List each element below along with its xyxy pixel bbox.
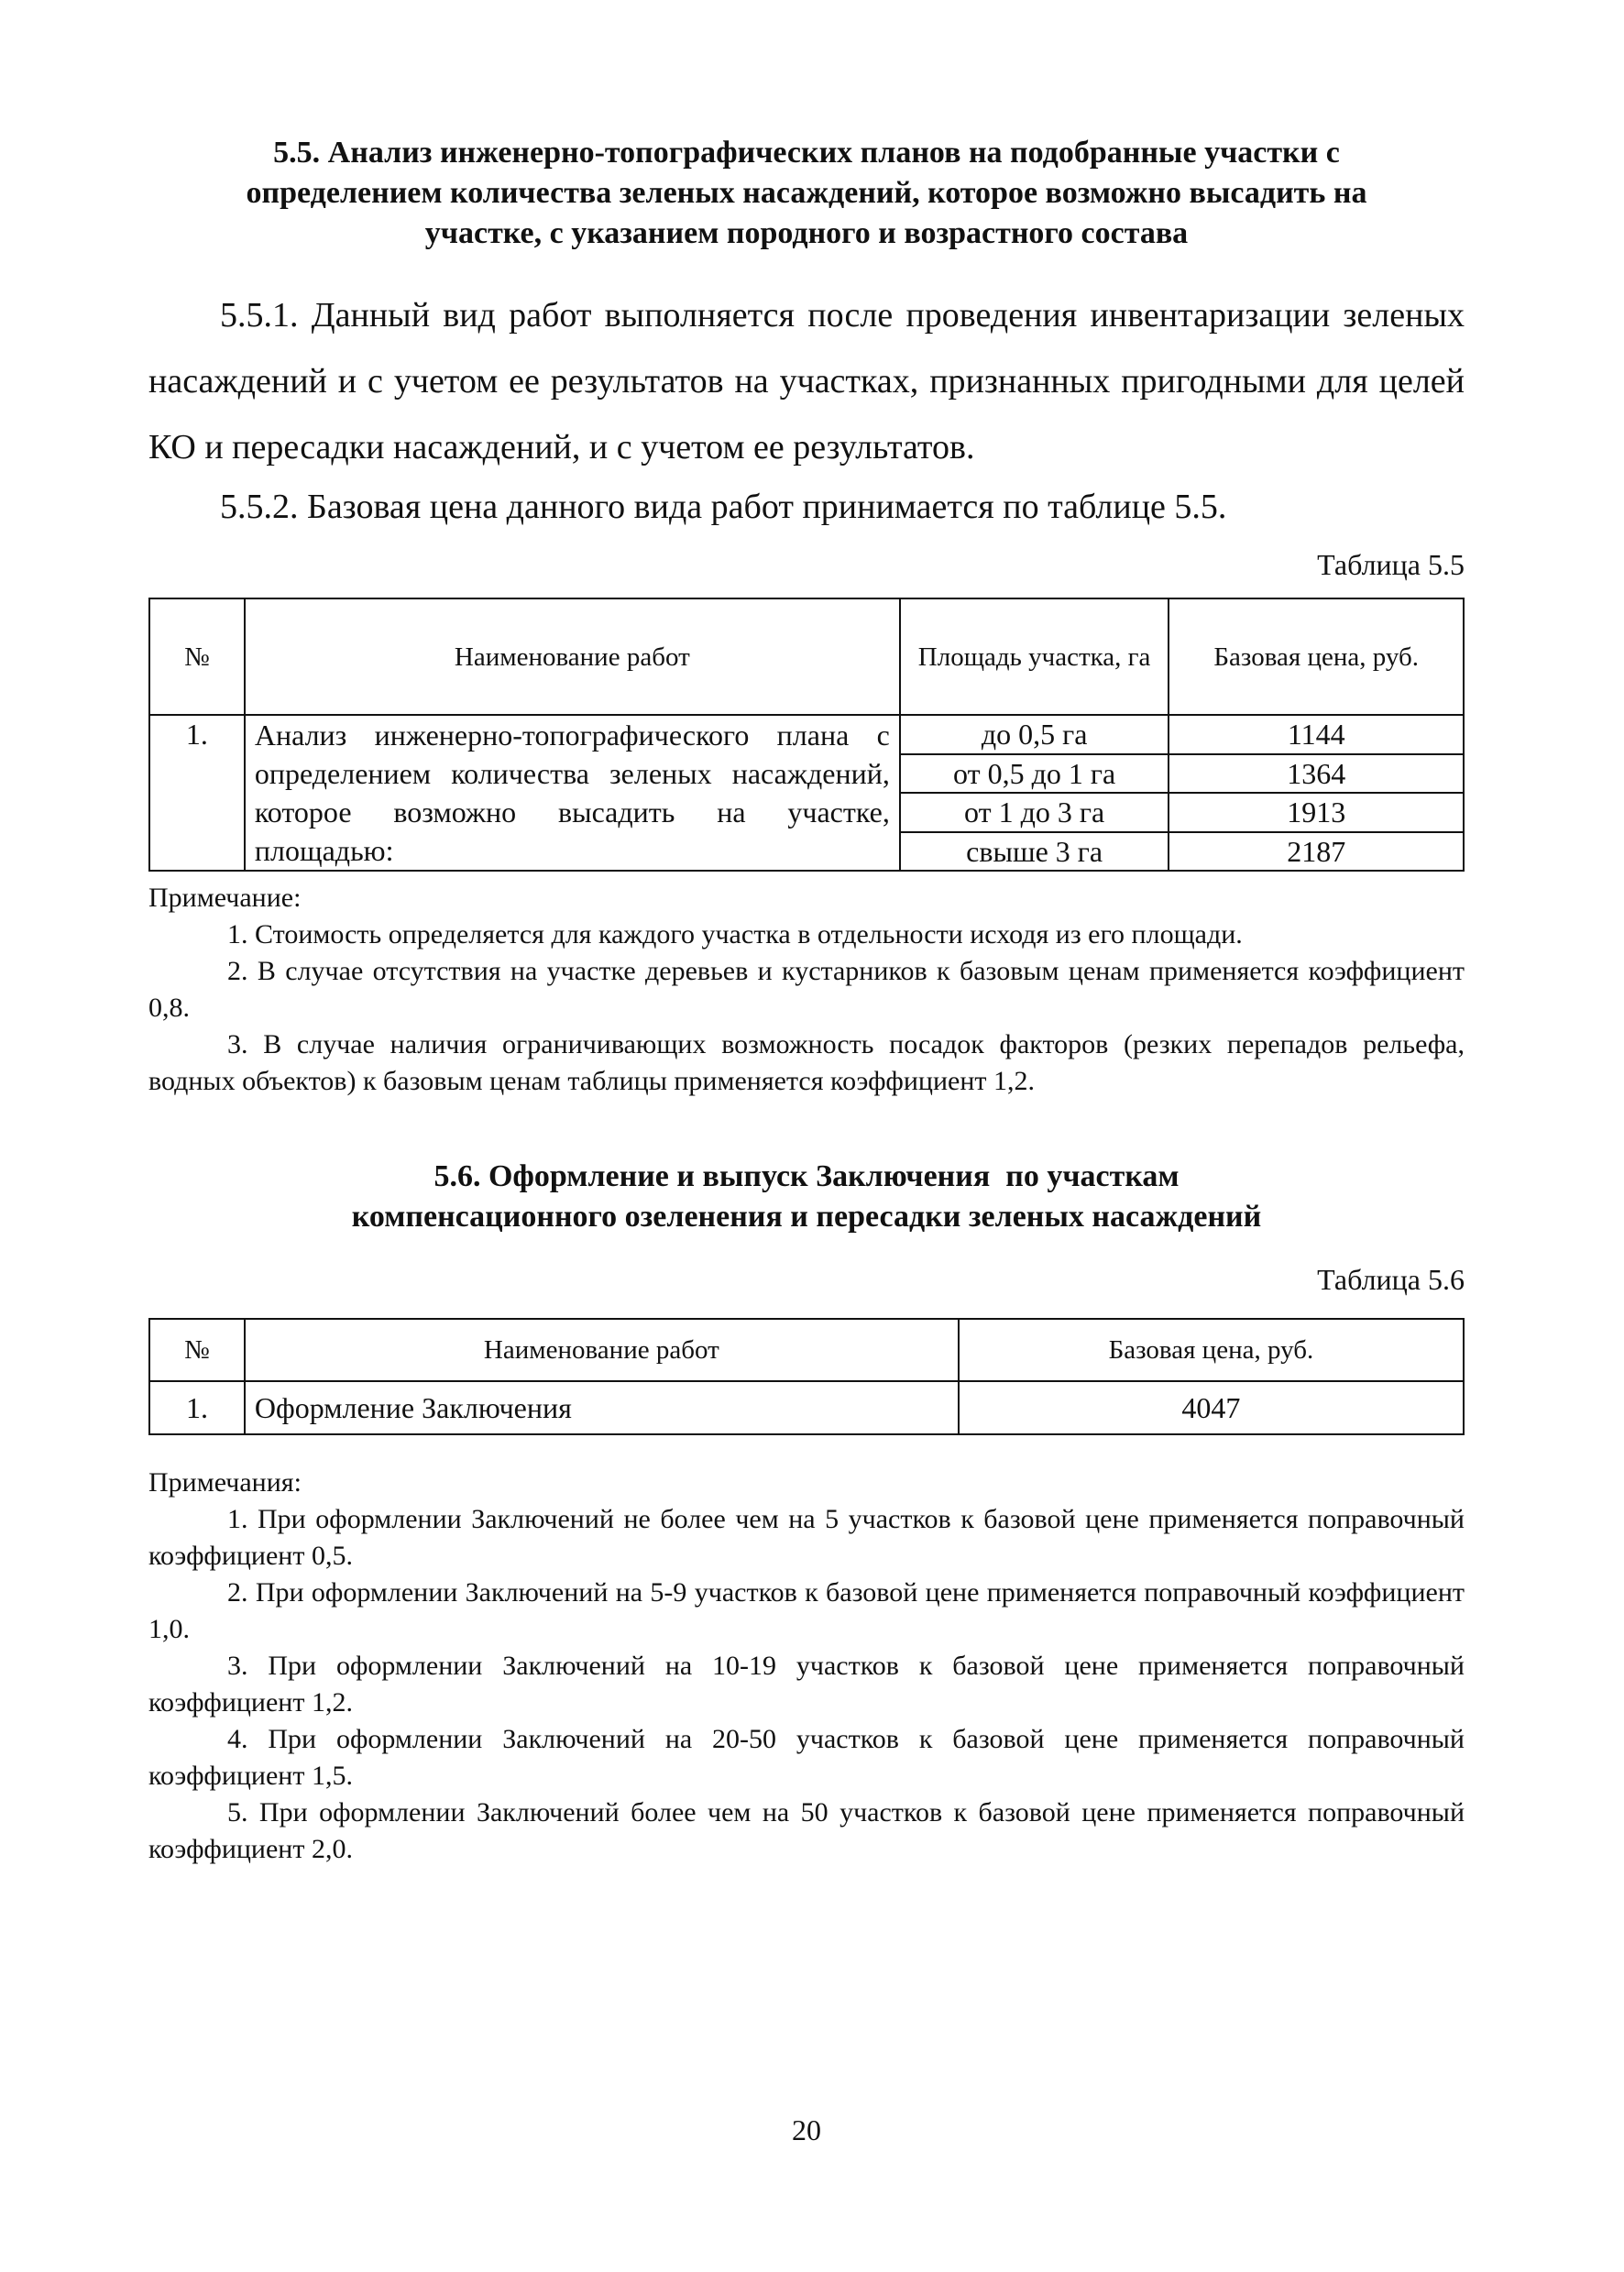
- section-5-6-title: [148, 1157, 1465, 1237]
- table-row: [149, 1381, 1464, 1434]
- title-line: компенсационного озеленения и пересадки зеленых насаждений: [351, 1200, 1262, 1234]
- area-cell: до 0,5 га: [900, 715, 1169, 754]
- table-5-5-notes: [148, 880, 1465, 1100]
- header-price: Базовая цена, руб.: [959, 1319, 1464, 1381]
- note-item: 2. При оформлении Заключений на 5-9 участков к базовой цене применяется поправочный коэффициент 1,0.: [148, 1577, 1465, 1644]
- price-cell: 1364: [1169, 754, 1464, 794]
- header-price: Базовая цена, руб.: [1169, 598, 1464, 715]
- row-number: 1.: [149, 1381, 245, 1434]
- paragraph-text: 5.5.2. Базовая цена данного вида работ принимается по таблице 5.5.: [220, 488, 1227, 526]
- table-header-row: [149, 598, 1464, 715]
- work-name-cell: Оформление Заключения: [245, 1381, 959, 1434]
- work-name-cell: Анализ инженерно-топографического плана с определением количества зеленых насаждений, которое возможно высадить на участке, площадью:: [245, 715, 900, 871]
- paragraph-5-5-1: [148, 282, 1465, 480]
- header-number: №: [149, 1319, 245, 1381]
- area-cell: свыше 3 га: [900, 832, 1169, 872]
- table-header-row: [149, 1319, 1464, 1381]
- note-item: 3. В случае наличия ограничивающих возможность посадок факторов (резких перепадов рельефа, водных объектов) к базовым ценам таблицы применяется коэффициент 1,2.: [148, 1029, 1465, 1096]
- table-5-6: [148, 1318, 1465, 1435]
- price-cell: 4047: [959, 1381, 1464, 1434]
- header-number: №: [149, 598, 245, 715]
- table-5-5-caption: Таблица 5.5: [1317, 548, 1465, 581]
- title-line: участке, с указанием породного и возрастного состава: [424, 216, 1189, 250]
- header-area: Площадь участка, га: [900, 598, 1169, 715]
- section-5-5-title: [148, 133, 1465, 254]
- header-work-name: Наименование работ: [245, 1319, 959, 1381]
- area-cell: от 0,5 до 1 га: [900, 754, 1169, 794]
- notes-heading: Примечание:: [148, 883, 302, 913]
- table-row: [149, 715, 1464, 754]
- paragraph-text: 5.5.1. Данный вид работ выполняется после проведения инвентаризации зеленых насаждений и с учетом ее результатов на участках, признанных пригодными для целей КО и пересадки насаждений, и с учетом ее результатов.: [148, 296, 1465, 466]
- table-5-5: [148, 598, 1465, 872]
- price-cell: 1913: [1169, 793, 1464, 832]
- page-number: 20: [792, 2113, 821, 2146]
- note-item: 5. При оформлении Заключений более чем на 50 участков к базовой цене применяется поправочный коэффициент 2,0.: [148, 1797, 1465, 1864]
- row-number: 1.: [149, 715, 245, 871]
- title-line: 5.5. Анализ инженерно-топографических планов на подобранные участки с: [273, 136, 1340, 170]
- note-item: 2. В случае отсутствия на участке деревьев и кустарников к базовым ценам применяется коэффициент 0,8.: [148, 956, 1465, 1023]
- table-5-6-caption: Таблица 5.6: [1317, 1263, 1465, 1296]
- note-item: 4. При оформлении Заключений на 20-50 участков к базовой цене применяется поправочный коэффициент 1,5.: [148, 1724, 1465, 1791]
- notes-heading: Примечания:: [148, 1467, 302, 1498]
- price-cell: 2187: [1169, 832, 1464, 872]
- table-5-6-notes: [148, 1465, 1465, 1868]
- title-line: 5.6. Оформление и выпуск Заключения по участкам: [433, 1159, 1180, 1193]
- area-cell: от 1 до 3 га: [900, 793, 1169, 832]
- note-item: 1. При оформлении Заключений не более чем на 5 участков к базовой цене применяется поправочный коэффициент 0,5.: [148, 1504, 1465, 1571]
- paragraph-5-5-2: [148, 484, 1465, 530]
- price-cell: 1144: [1169, 715, 1464, 754]
- note-item: 1. Стоимость определяется для каждого участка в отдельности исходя из его площади.: [227, 919, 1243, 949]
- title-line: определением количества зеленых насаждений, которое возможно высадить на: [246, 176, 1367, 210]
- note-item: 3. При оформлении Заключений на 10-19 участков к базовой цене применяется поправочный коэффициент 1,2.: [148, 1651, 1465, 1718]
- header-work-name: Наименование работ: [245, 598, 900, 715]
